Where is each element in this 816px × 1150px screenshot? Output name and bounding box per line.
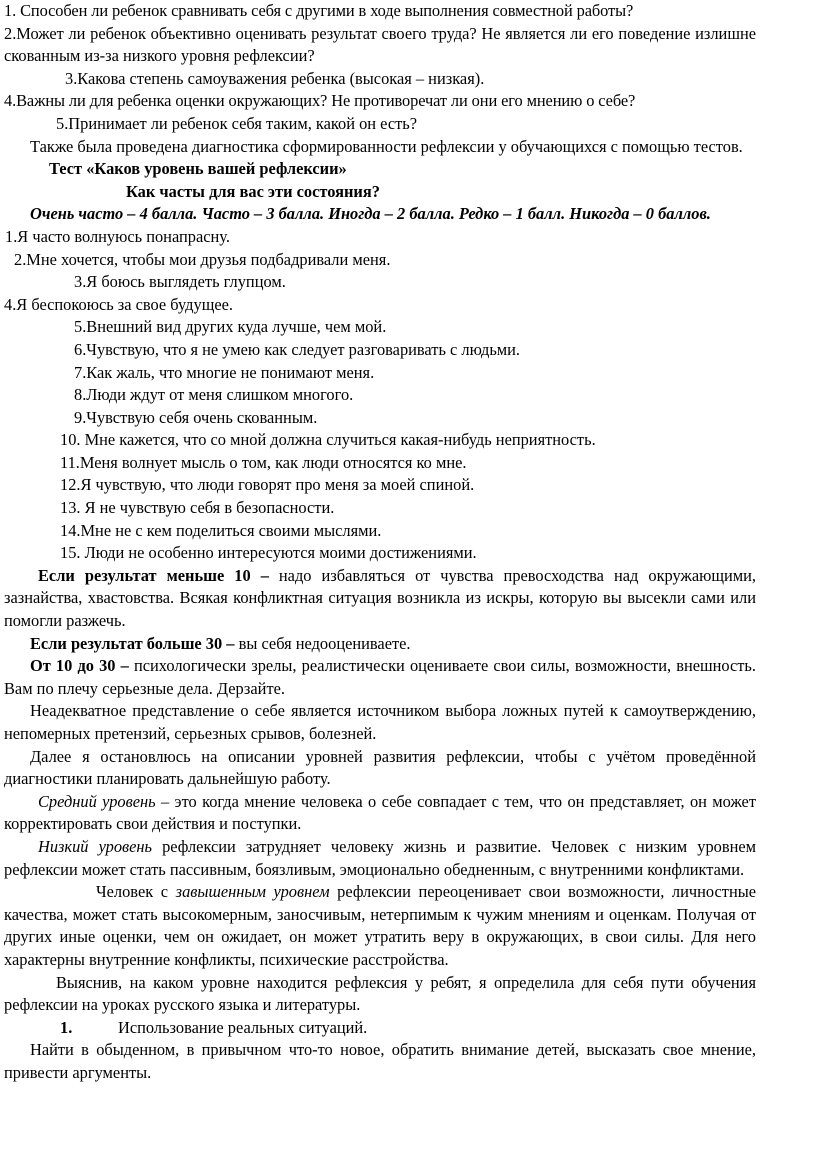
test-item-2: 2.Мне хочется, чтобы мои друзья подбадривали меня.	[14, 249, 391, 269]
high-level-term: завышенным уровнем	[175, 882, 330, 902]
result-less-10-label: Если результат меньше 10 –	[38, 565, 269, 585]
test-item-10: 10. Мне кажется, что со мной должна случиться какая-нибудь неприятность.	[60, 430, 596, 450]
test-item-5: 5.Внешний вид других куда лучше, чем мой.	[74, 317, 387, 337]
paragraph-middle-level	[4, 791, 756, 836]
test-item-15: 15. Люди не особенно интересуются моими достижениями.	[60, 543, 477, 563]
high-level-text: рефлексии переоценивает свои возможности, личностные качества, может стать высокомерным, заносчивым, нетерпимым к чужим мнениям и оценкам. Получая от других иные оценки, чем он ожидает, он может утратить веру в окружающих, в свои силы. Для него характерны внутренние конфликты, психические расстройства.	[4, 882, 756, 969]
scoring-scale: Очень часто – 4 балла. Часто – 3 балла. Иногда – 2 балла. Редко – 1 балл. Никогда – 0 баллов.	[30, 204, 711, 224]
result-more-30	[4, 633, 756, 656]
result-10-30-text: психологически зрелы, реалистически оцениваете свои силы, возможности, внешность. Вам по плечу серьезные дела. Дерзайте.	[4, 656, 757, 698]
paragraph-low-level	[4, 836, 756, 881]
test-item-7: 7.Как жаль, что многие не понимают меня.	[74, 362, 375, 382]
test-item-12: 12.Я чувствую, что люди говорят про меня за моей спиной.	[60, 475, 475, 495]
result-less-10-text: надо избавляться от чувства превосходства над окружающими, зазнайства, хвастовства. Всякая конфликтная ситуация возникла из искры, которую вы высекли сами или помогли разжечь.	[4, 565, 756, 631]
result-more-30-label: Если результат больше 30 –	[30, 633, 235, 653]
result-more-30-text: вы себя недооцениваете.	[234, 633, 411, 653]
result-10-30	[4, 655, 756, 700]
intro-paragraph: Также была проведена диагностика сформированности рефлексии у обучающихся с помощью тестов.	[30, 136, 743, 156]
test-item-9: 9.Чувствую себя очень скованным.	[74, 407, 318, 427]
middle-level-term: Средний уровень	[38, 791, 156, 811]
document-page	[4, 0, 756, 1085]
list-item-1-number: 1.	[60, 1017, 73, 1037]
result-less-10	[4, 565, 756, 633]
question-1: 1. Способен ли ребенок сравнивать себя с другими в ходе выполнения совместной работы?	[4, 1, 634, 20]
list-item-1-text: Использование реальных ситуаций.	[118, 1017, 368, 1037]
paragraph-found: Выяснив, на каком уровне находится рефлексия у ребят, я определила для себя пути обучения рефлексии на уроках русского языка и литературы.	[4, 972, 756, 1015]
test-item-8: 8.Люди ждут от меня слишком многого.	[74, 385, 354, 405]
test-subtitle: Как часты для вас эти состояния?	[126, 181, 380, 201]
question-3: 3.Какова степень самоуважения ребенка (высокая – низкая).	[65, 68, 485, 88]
list-item-1	[4, 1017, 756, 1040]
test-item-13: 13. Я не чувствую себя в безопасности.	[60, 498, 335, 518]
paragraph-high-level	[4, 881, 756, 971]
test-item-4: 4.Я беспокоюсь за свое будущее.	[4, 294, 233, 314]
paragraph-find: Найти в обыденном, в привычном что-то новое, обратить внимание детей, высказать свое мнение, привести аргументы.	[4, 1040, 756, 1082]
middle-level-text: – это когда мнение человека о себе совпадает с тем, что он представляет, он может корректировать свои действия и поступки.	[4, 791, 756, 834]
paragraph-inadequate: Неадекватное представление о себе является источником выбора ложных путей к самоутверждению, непомерных претензий, серьезных срывов, болезней.	[4, 701, 756, 743]
test-item-6: 6.Чувствую, что я не умею как следует разговаривать с людьми.	[74, 339, 521, 359]
test-item-14: 14.Мне не с кем поделиться своими мыслями.	[60, 520, 382, 540]
question-5: 5.Принимает ли ребенок себя таким, какой он есть?	[56, 113, 418, 133]
question-4: 4.Важны ли для ребенка оценки окружающих? Не противоречат ли они его мнению о себе?	[4, 91, 636, 111]
low-level-text: рефлексии затрудняет человеку жизнь и развитие. Человек с низким уровнем рефлексии может стать пассивным, боязливым, эмоционально обедненным, с внутренними конфликтами.	[4, 836, 756, 879]
result-10-30-label: От 10 до 30 –	[30, 656, 129, 676]
test-item-1: 1.Я часто волнуюсь понапрасну.	[5, 226, 230, 246]
question-2: 2.Может ли ребенок объективно оценивать результат своего труда? Не является ли его поведение излишне скованным из-за низкого уровня рефлексии?	[4, 23, 756, 66]
low-level-term: Низкий уровень	[38, 836, 153, 856]
test-item-11: 11.Меня волнует мысль о том, как люди относятся ко мне.	[60, 452, 467, 472]
test-item-3: 3.Я боюсь выглядеть глупцом.	[74, 272, 286, 292]
high-level-pre: Человек с	[96, 882, 176, 902]
paragraph-further: Далее я остановлюсь на описании уровней развития рефлексии, чтобы с учётом проведённой диагностики планировать дальнейшую работу.	[4, 746, 756, 789]
test-title: Тест «Каков уровень вашей рефлексии»	[49, 159, 347, 179]
